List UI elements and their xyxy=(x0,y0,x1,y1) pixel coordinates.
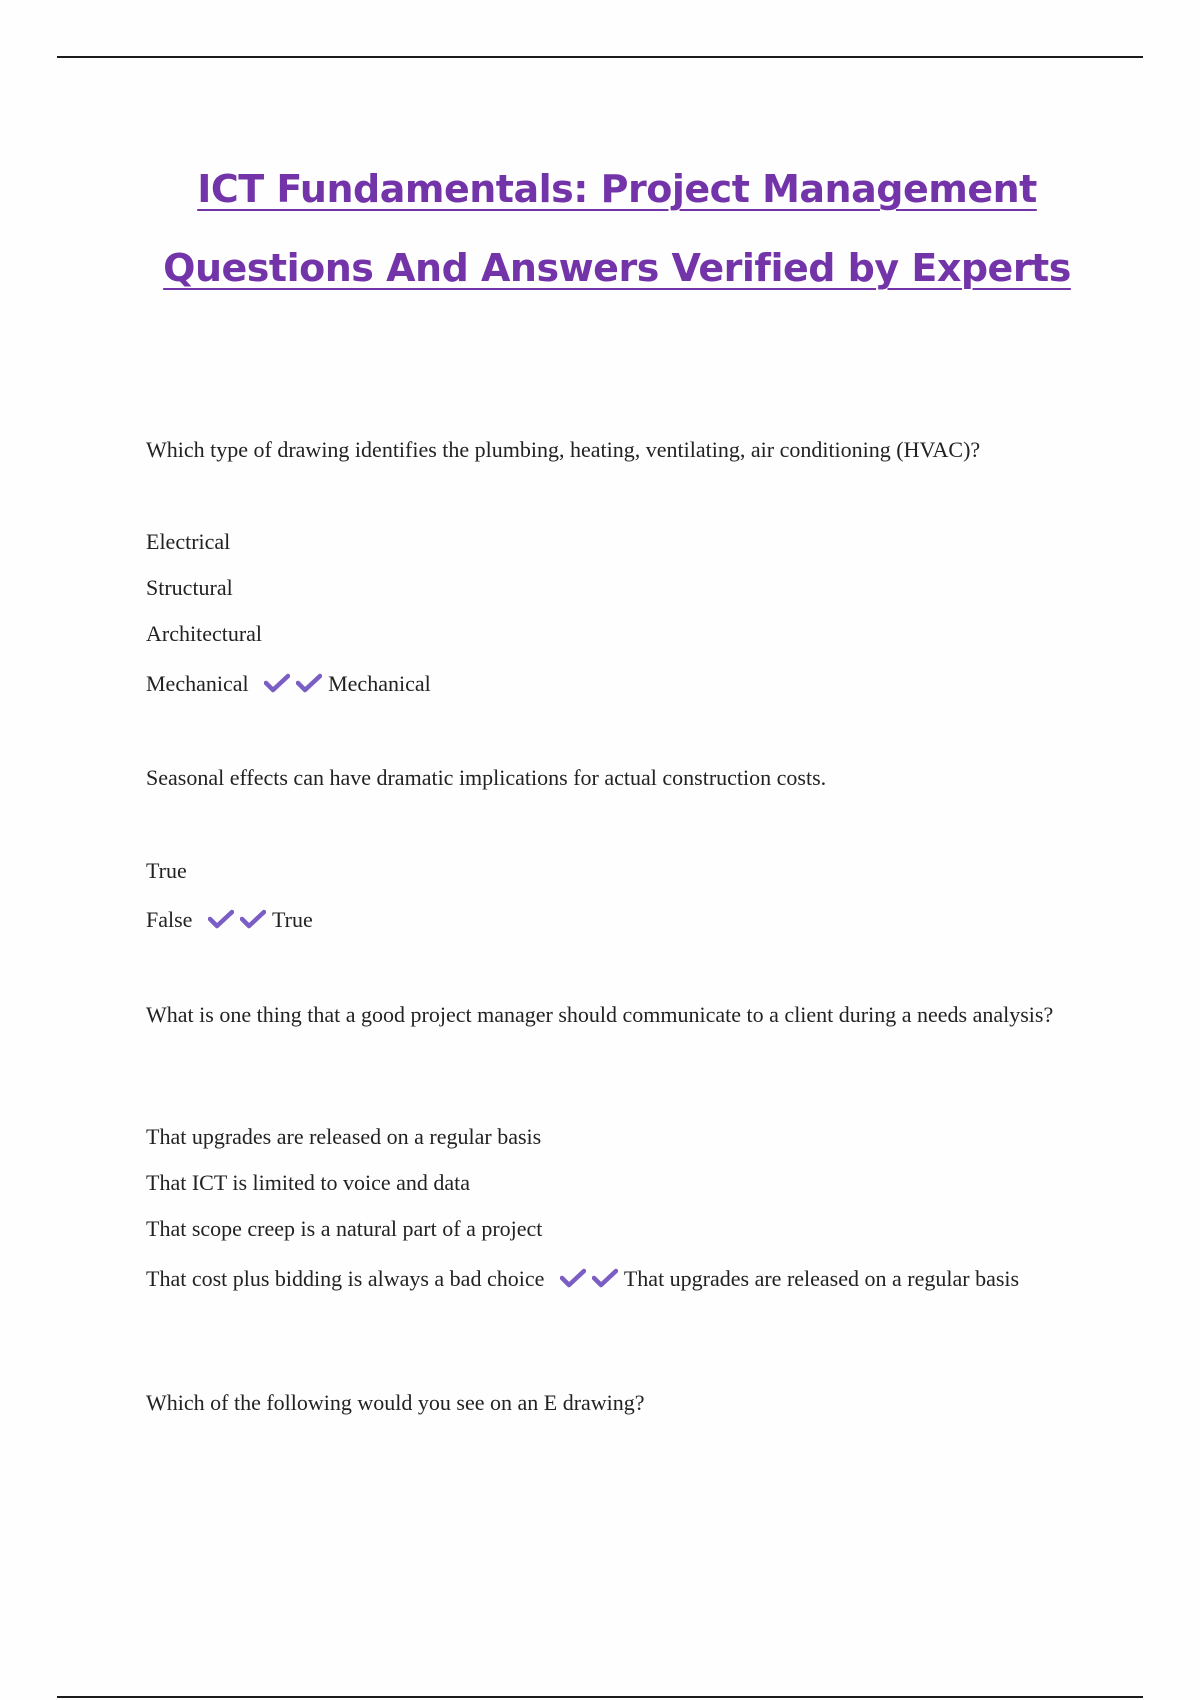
q1-option-4-with-answer xyxy=(146,668,431,699)
question-1: Which type of drawing identifies the plumbing, heating, ventilating, air conditioning (HVAC)? xyxy=(146,437,981,462)
q3-option-4: That cost plus bidding is always a bad choice xyxy=(146,1266,545,1291)
title-line-2: Questions And Answers Verified by Experts xyxy=(163,246,1071,290)
document-title xyxy=(0,150,1200,308)
q3-option-2: That ICT is limited to voice and data xyxy=(146,1170,471,1195)
question-4: Which of the following would you see on an E drawing? xyxy=(146,1390,645,1415)
q3-answer: That upgrades are released on a regular basis xyxy=(623,1266,1020,1291)
q2-answer: True xyxy=(271,907,313,932)
q3-option-3: That scope creep is a natural part of a project xyxy=(146,1216,543,1241)
bottom-rule xyxy=(57,1696,1143,1698)
check-icon xyxy=(592,1268,618,1288)
q1-answer: Mechanical xyxy=(328,671,431,696)
q2-option-2: False xyxy=(146,907,193,932)
question-3: What is one thing that a good project manager should communicate to a client during a needs analysis? xyxy=(146,1002,1054,1027)
check-icon xyxy=(208,909,234,929)
check-icon xyxy=(296,673,322,693)
q1-option-3: Architectural xyxy=(146,621,263,646)
q3-option-1: That upgrades are released on a regular basis xyxy=(146,1124,542,1149)
question-2: Seasonal effects can have dramatic implications for actual construction costs. xyxy=(146,765,827,790)
check-icon xyxy=(240,909,266,929)
q2-option-1: True xyxy=(146,858,187,883)
q1-option-4: Mechanical xyxy=(146,671,249,696)
title-line-1: ICT Fundamentals: Project Management xyxy=(197,167,1037,211)
q2-option-2-with-answer xyxy=(146,904,313,935)
check-icon xyxy=(560,1268,586,1288)
q1-option-2: Structural xyxy=(146,575,233,600)
q3-option-4-with-answer xyxy=(146,1263,1081,1294)
check-icon xyxy=(264,673,290,693)
top-rule xyxy=(57,56,1143,58)
q1-option-1: Electrical xyxy=(146,529,231,554)
